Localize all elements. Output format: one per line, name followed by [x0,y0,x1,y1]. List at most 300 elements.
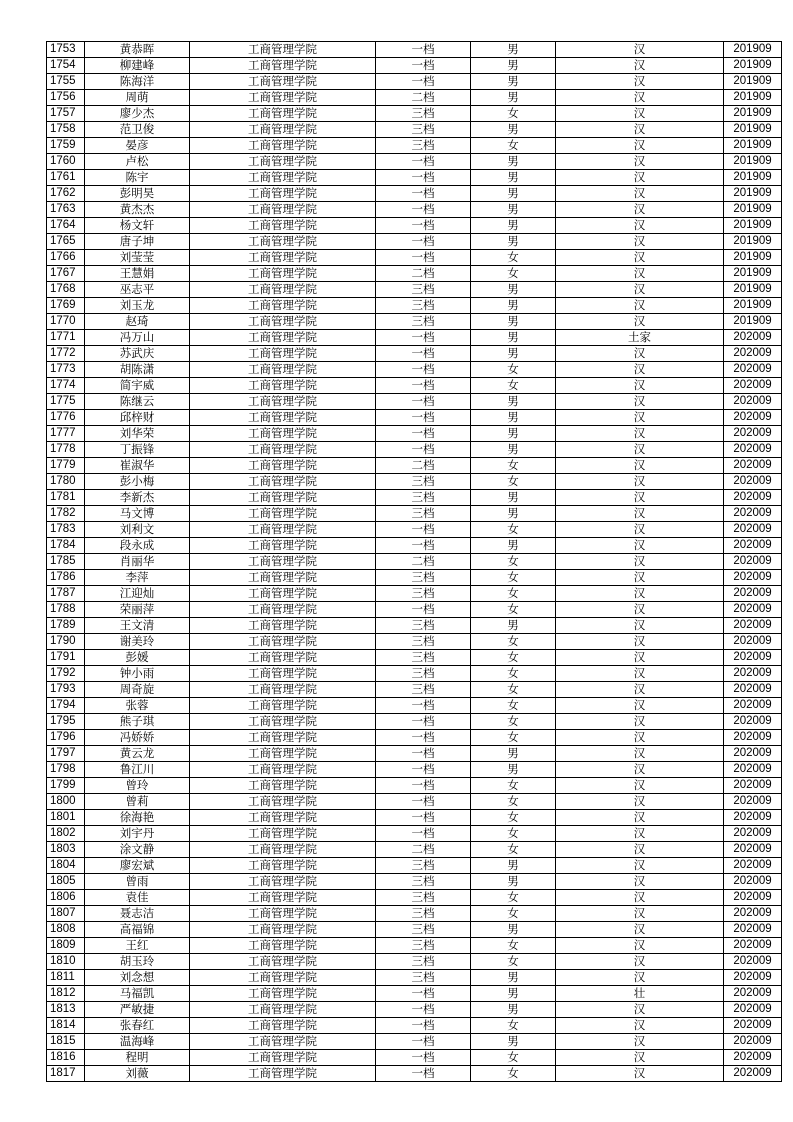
gender-cell: 男 [471,618,556,634]
batch-cell: 202009 [724,922,782,938]
row-number-cell: 1782 [47,506,85,522]
row-number-cell: 1758 [47,122,85,138]
row-number-cell: 1771 [47,330,85,346]
ethnicity-cell: 汉 [556,554,724,570]
ethnicity-cell: 汉 [556,826,724,842]
row-number-cell: 1792 [47,666,85,682]
batch-cell: 202009 [724,730,782,746]
college-cell: 工商管理学院 [190,858,376,874]
name-cell: 黄恭晖 [85,42,190,58]
batch-cell: 201909 [724,90,782,106]
gender-cell: 女 [471,602,556,618]
grade-level-cell: 三档 [376,890,471,906]
college-cell: 工商管理学院 [190,826,376,842]
batch-cell: 202009 [724,378,782,394]
batch-cell: 201909 [724,186,782,202]
grade-level-cell: 三档 [376,586,471,602]
ethnicity-cell: 汉 [556,778,724,794]
gender-cell: 女 [471,714,556,730]
ethnicity-cell: 汉 [556,378,724,394]
row-number-cell: 1809 [47,938,85,954]
college-cell: 工商管理学院 [190,1018,376,1034]
ethnicity-cell: 汉 [556,682,724,698]
row-number-cell: 1806 [47,890,85,906]
name-cell: 李新杰 [85,490,190,506]
college-cell: 工商管理学院 [190,330,376,346]
table-row [47,602,782,618]
grade-level-cell: 二档 [376,554,471,570]
row-number-cell: 1760 [47,154,85,170]
gender-cell: 女 [471,474,556,490]
grade-level-cell: 一档 [376,218,471,234]
name-cell: 赵琦 [85,314,190,330]
name-cell: 崔淑华 [85,458,190,474]
row-number-cell: 1812 [47,986,85,1002]
college-cell: 工商管理学院 [190,634,376,650]
name-cell: 唐子坤 [85,234,190,250]
name-cell: 刘利文 [85,522,190,538]
row-number-cell: 1794 [47,698,85,714]
ethnicity-cell: 汉 [556,298,724,314]
batch-cell: 202009 [724,1002,782,1018]
ethnicity-cell: 汉 [556,250,724,266]
college-cell: 工商管理学院 [190,714,376,730]
batch-cell: 202009 [724,362,782,378]
gender-cell: 女 [471,906,556,922]
table-row [47,522,782,538]
batch-cell: 202009 [724,1050,782,1066]
college-cell: 工商管理学院 [190,954,376,970]
table-row [47,394,782,410]
row-number-cell: 1753 [47,42,85,58]
row-number-cell: 1780 [47,474,85,490]
batch-cell: 202009 [724,698,782,714]
grade-level-cell: 一档 [376,426,471,442]
batch-cell: 202009 [724,602,782,618]
row-number-cell: 1787 [47,586,85,602]
batch-cell: 202009 [724,490,782,506]
batch-cell: 202009 [724,474,782,490]
college-cell: 工商管理学院 [190,874,376,890]
row-number-cell: 1773 [47,362,85,378]
table-row [47,138,782,154]
grade-level-cell: 三档 [376,906,471,922]
grade-level-cell: 一档 [376,378,471,394]
grade-level-cell: 一档 [376,1002,471,1018]
gender-cell: 女 [471,106,556,122]
row-number-cell: 1764 [47,218,85,234]
ethnicity-cell: 汉 [556,218,724,234]
table-row [47,298,782,314]
row-number-cell: 1754 [47,58,85,74]
batch-cell: 202009 [724,458,782,474]
batch-cell: 202009 [724,890,782,906]
ethnicity-cell: 汉 [556,1066,724,1082]
college-cell: 工商管理学院 [190,538,376,554]
grade-level-cell: 一档 [376,522,471,538]
name-cell: 周奇旋 [85,682,190,698]
ethnicity-cell: 汉 [556,650,724,666]
gender-cell: 女 [471,730,556,746]
name-cell: 温海峰 [85,1034,190,1050]
batch-cell: 202009 [724,826,782,842]
row-number-cell: 1755 [47,74,85,90]
college-cell: 工商管理学院 [190,378,376,394]
grade-level-cell: 一档 [376,362,471,378]
batch-cell: 202009 [724,394,782,410]
table-row [47,410,782,426]
name-cell: 胡陈潇 [85,362,190,378]
college-cell: 工商管理学院 [190,458,376,474]
ethnicity-cell: 汉 [556,538,724,554]
gender-cell: 女 [471,266,556,282]
gender-cell: 男 [471,154,556,170]
row-number-cell: 1811 [47,970,85,986]
ethnicity-cell: 汉 [556,106,724,122]
table-row [47,922,782,938]
name-cell: 范卫俊 [85,122,190,138]
ethnicity-cell: 汉 [556,74,724,90]
table-row [47,330,782,346]
college-cell: 工商管理学院 [190,90,376,106]
name-cell: 彭明昊 [85,186,190,202]
grade-level-cell: 三档 [376,650,471,666]
name-cell: 陈宇 [85,170,190,186]
row-number-cell: 1790 [47,634,85,650]
gender-cell: 男 [471,490,556,506]
grade-level-cell: 一档 [376,154,471,170]
college-cell: 工商管理学院 [190,106,376,122]
row-number-cell: 1781 [47,490,85,506]
name-cell: 廖宏斌 [85,858,190,874]
table-row [47,826,782,842]
table-row [47,938,782,954]
table-row [47,1002,782,1018]
ethnicity-cell: 汉 [556,138,724,154]
name-cell: 李萍 [85,570,190,586]
gender-cell: 男 [471,330,556,346]
grade-level-cell: 一档 [376,330,471,346]
batch-cell: 201909 [724,202,782,218]
name-cell: 马文博 [85,506,190,522]
batch-cell: 201909 [724,106,782,122]
grade-level-cell: 一档 [376,442,471,458]
row-number-cell: 1800 [47,794,85,810]
table-row [47,746,782,762]
table-row [47,666,782,682]
gender-cell: 男 [471,186,556,202]
batch-cell: 202009 [724,1066,782,1082]
name-cell: 王文清 [85,618,190,634]
batch-cell: 202009 [724,986,782,1002]
college-cell: 工商管理学院 [190,154,376,170]
name-cell: 荣丽萍 [85,602,190,618]
row-number-cell: 1783 [47,522,85,538]
batch-cell: 201909 [724,138,782,154]
table-row [47,858,782,874]
college-cell: 工商管理学院 [190,810,376,826]
name-cell: 王红 [85,938,190,954]
college-cell: 工商管理学院 [190,890,376,906]
row-number-cell: 1793 [47,682,85,698]
college-cell: 工商管理学院 [190,234,376,250]
row-number-cell: 1784 [47,538,85,554]
ethnicity-cell: 壮 [556,986,724,1002]
college-cell: 工商管理学院 [190,778,376,794]
grade-level-cell: 二档 [376,266,471,282]
table-row [47,474,782,490]
college-cell: 工商管理学院 [190,298,376,314]
table-row [47,650,782,666]
table-row [47,314,782,330]
gender-cell: 男 [471,970,556,986]
gender-cell: 男 [471,74,556,90]
batch-cell: 201909 [724,122,782,138]
batch-cell: 201909 [724,234,782,250]
table-row [47,1066,782,1082]
grade-level-cell: 三档 [376,922,471,938]
grade-level-cell: 一档 [376,1018,471,1034]
row-number-cell: 1767 [47,266,85,282]
batch-cell: 202009 [724,554,782,570]
gender-cell: 男 [471,538,556,554]
row-number-cell: 1804 [47,858,85,874]
batch-cell: 201909 [724,282,782,298]
ethnicity-cell: 汉 [556,890,724,906]
row-number-cell: 1815 [47,1034,85,1050]
gender-cell: 女 [471,138,556,154]
row-number-cell: 1816 [47,1050,85,1066]
ethnicity-cell: 汉 [556,698,724,714]
row-number-cell: 1777 [47,426,85,442]
gender-cell: 女 [471,778,556,794]
batch-cell: 202009 [724,938,782,954]
table-row [47,586,782,602]
college-cell: 工商管理学院 [190,570,376,586]
college-cell: 工商管理学院 [190,42,376,58]
college-cell: 工商管理学院 [190,186,376,202]
college-cell: 工商管理学院 [190,682,376,698]
name-cell: 彭小梅 [85,474,190,490]
college-cell: 工商管理学院 [190,602,376,618]
table-row [47,154,782,170]
row-number-cell: 1774 [47,378,85,394]
table-row [47,106,782,122]
batch-cell: 202009 [724,906,782,922]
table-row [47,186,782,202]
ethnicity-cell: 汉 [556,90,724,106]
table-row [47,714,782,730]
grade-level-cell: 一档 [376,1034,471,1050]
name-cell: 徐海艳 [85,810,190,826]
grade-level-cell: 三档 [376,490,471,506]
batch-cell: 202009 [724,650,782,666]
row-number-cell: 1795 [47,714,85,730]
gender-cell: 女 [471,586,556,602]
name-cell: 张春红 [85,1018,190,1034]
row-number-cell: 1807 [47,906,85,922]
table-row [47,426,782,442]
gender-cell: 男 [471,506,556,522]
grade-level-cell: 一档 [376,58,471,74]
row-number-cell: 1770 [47,314,85,330]
table-row [47,890,782,906]
row-number-cell: 1801 [47,810,85,826]
ethnicity-cell: 汉 [556,954,724,970]
gender-cell: 女 [471,1050,556,1066]
grade-level-cell: 一档 [376,538,471,554]
ethnicity-cell: 汉 [556,58,724,74]
table-row [47,570,782,586]
gender-cell: 女 [471,810,556,826]
name-cell: 马福凯 [85,986,190,1002]
name-cell: 苏武庆 [85,346,190,362]
gender-cell: 男 [471,282,556,298]
batch-cell: 202009 [724,346,782,362]
college-cell: 工商管理学院 [190,250,376,266]
ethnicity-cell: 汉 [556,634,724,650]
table-row [47,282,782,298]
row-number-cell: 1759 [47,138,85,154]
name-cell: 廖少杰 [85,106,190,122]
gender-cell: 女 [471,1066,556,1082]
table-row [47,266,782,282]
table-row [47,842,782,858]
college-cell: 工商管理学院 [190,730,376,746]
row-number-cell: 1810 [47,954,85,970]
row-number-cell: 1813 [47,1002,85,1018]
gender-cell: 男 [471,426,556,442]
batch-cell: 202009 [724,538,782,554]
batch-cell: 202009 [724,522,782,538]
batch-cell: 202009 [724,778,782,794]
table-row [47,1034,782,1050]
college-cell: 工商管理学院 [190,938,376,954]
name-cell: 刘莹莹 [85,250,190,266]
grade-level-cell: 一档 [376,778,471,794]
name-cell: 严敏捷 [85,1002,190,1018]
grade-level-cell: 二档 [376,842,471,858]
batch-cell: 201909 [724,266,782,282]
grade-level-cell: 一档 [376,794,471,810]
college-cell: 工商管理学院 [190,170,376,186]
college-cell: 工商管理学院 [190,666,376,682]
gender-cell: 女 [471,554,556,570]
table-row [47,250,782,266]
table-row [47,698,782,714]
gender-cell: 男 [471,346,556,362]
ethnicity-cell: 汉 [556,394,724,410]
table-row [47,730,782,746]
name-cell: 卢松 [85,154,190,170]
college-cell: 工商管理学院 [190,74,376,90]
gender-cell: 女 [471,794,556,810]
batch-cell: 202009 [724,970,782,986]
gender-cell: 女 [471,362,556,378]
grade-level-cell: 二档 [376,90,471,106]
batch-cell: 202009 [724,570,782,586]
batch-cell: 202009 [724,666,782,682]
gender-cell: 男 [471,410,556,426]
batch-cell: 202009 [724,618,782,634]
table-row [47,122,782,138]
batch-cell: 201909 [724,314,782,330]
ethnicity-cell: 汉 [556,282,724,298]
name-cell: 刘宇丹 [85,826,190,842]
name-cell: 高福锦 [85,922,190,938]
row-number-cell: 1814 [47,1018,85,1034]
ethnicity-cell: 汉 [556,458,724,474]
ethnicity-cell: 汉 [556,122,724,138]
gender-cell: 男 [471,1034,556,1050]
ethnicity-cell: 汉 [556,858,724,874]
table-row [47,378,782,394]
row-number-cell: 1797 [47,746,85,762]
grade-level-cell: 三档 [376,282,471,298]
name-cell: 程明 [85,1050,190,1066]
college-cell: 工商管理学院 [190,266,376,282]
gender-cell: 男 [471,394,556,410]
ethnicity-cell: 汉 [556,810,724,826]
table-row [47,506,782,522]
batch-cell: 202009 [724,1034,782,1050]
table-row [47,874,782,890]
gender-cell: 男 [471,746,556,762]
name-cell: 冯万山 [85,330,190,346]
grade-level-cell: 一档 [376,410,471,426]
college-cell: 工商管理学院 [190,426,376,442]
grade-level-cell: 三档 [376,682,471,698]
batch-cell: 202009 [724,874,782,890]
batch-cell: 201909 [724,298,782,314]
table-row [47,74,782,90]
batch-cell: 202009 [724,506,782,522]
gender-cell: 男 [471,442,556,458]
row-number-cell: 1765 [47,234,85,250]
gender-cell: 女 [471,650,556,666]
grade-level-cell: 三档 [376,298,471,314]
batch-cell: 202009 [724,1018,782,1034]
row-number-cell: 1789 [47,618,85,634]
name-cell: 曾玲 [85,778,190,794]
grade-level-cell: 一档 [376,394,471,410]
gender-cell: 女 [471,698,556,714]
ethnicity-cell: 汉 [556,186,724,202]
batch-cell: 202009 [724,762,782,778]
college-cell: 工商管理学院 [190,698,376,714]
ethnicity-cell: 汉 [556,970,724,986]
college-cell: 工商管理学院 [190,218,376,234]
row-number-cell: 1756 [47,90,85,106]
grade-level-cell: 一档 [376,234,471,250]
table-row [47,202,782,218]
row-number-cell: 1788 [47,602,85,618]
name-cell: 刘薇 [85,1066,190,1082]
grade-level-cell: 一档 [376,1050,471,1066]
grade-level-cell: 三档 [376,666,471,682]
table-row [47,794,782,810]
row-number-cell: 1763 [47,202,85,218]
college-cell: 工商管理学院 [190,394,376,410]
gender-cell: 女 [471,570,556,586]
gender-cell: 女 [471,1018,556,1034]
name-cell: 袁佳 [85,890,190,906]
name-cell: 刘华荣 [85,426,190,442]
college-cell: 工商管理学院 [190,346,376,362]
gender-cell: 女 [471,826,556,842]
table-row [47,970,782,986]
table-row [47,1050,782,1066]
